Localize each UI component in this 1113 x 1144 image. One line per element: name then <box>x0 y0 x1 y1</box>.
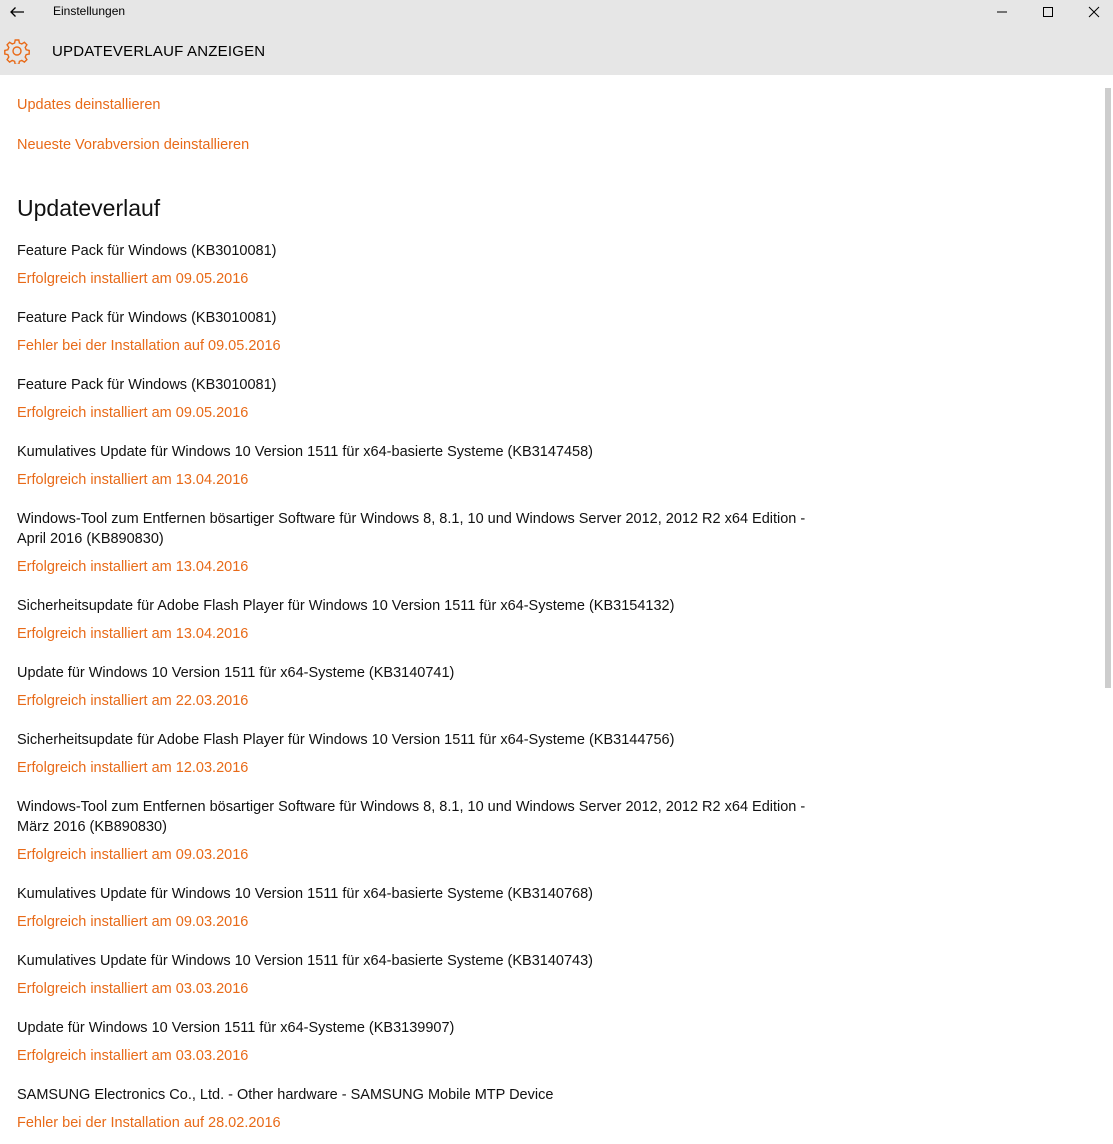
title-bar <box>0 0 1113 75</box>
update-status-link[interactable]: Erfolgreich installiert am 13.04.2016 <box>17 626 249 642</box>
list-item <box>17 951 837 999</box>
update-name: Feature Pack für Windows (KB3010081) <box>17 377 277 393</box>
update-status-link[interactable]: Erfolgreich installiert am 09.05.2016 <box>17 271 249 287</box>
update-name: Kumulatives Update für Windows 10 Version 1511 für x64-basierte Systeme (KB3140743) <box>17 953 594 969</box>
update-name: Update für Windows 10 Version 1511 für x64-Systeme (KB3139907) <box>17 1020 455 1036</box>
update-name: Update für Windows 10 Version 1511 für x64-Systeme (KB3140741) <box>17 665 455 681</box>
back-button[interactable] <box>0 0 34 24</box>
list-item <box>17 596 837 644</box>
list-item <box>17 730 837 778</box>
uninstall-updates-link[interactable]: Updates deinstallieren <box>17 97 161 113</box>
maximize-icon <box>1042 6 1054 18</box>
arrow-left-icon <box>9 6 25 18</box>
list-item <box>17 884 837 932</box>
list-item <box>17 375 837 423</box>
update-status-link[interactable]: Erfolgreich installiert am 13.04.2016 <box>17 472 249 488</box>
close-icon <box>1088 6 1100 18</box>
list-item <box>17 308 837 356</box>
update-name: Kumulatives Update für Windows 10 Version 1511 für x64-basierte Systeme (KB3140768) <box>17 886 594 902</box>
update-status-link[interactable]: Erfolgreich installiert am 03.03.2016 <box>17 1048 249 1064</box>
uninstall-preview-link[interactable]: Neueste Vorabversion deinstallieren <box>17 137 250 153</box>
window-title: Einstellungen <box>53 4 126 18</box>
update-name: SAMSUNG Electronics Co., Ltd. - Other hardware - SAMSUNG Mobile MTP Device <box>17 1087 554 1103</box>
vertical-scrollbar[interactable] <box>1105 88 1111 688</box>
maximize-button[interactable] <box>1025 0 1071 24</box>
list-item <box>17 1085 837 1133</box>
list-item <box>17 1018 837 1066</box>
list-item <box>17 797 837 865</box>
update-name: Feature Pack für Windows (KB3010081) <box>17 243 277 259</box>
list-item <box>17 442 837 490</box>
update-status-link[interactable]: Fehler bei der Installation auf 28.02.2016 <box>17 1115 281 1131</box>
update-status-link[interactable]: Erfolgreich installiert am 03.03.2016 <box>17 981 249 997</box>
update-name: Windows-Tool zum Entfernen bösartiger Software für Windows 8, 8.1, 10 und Windows Server 2012, 2012 R2 x64 Edition - März 2016 (KB890830) <box>17 799 806 835</box>
update-name: Kumulatives Update für Windows 10 Version 1511 für x64-basierte Systeme (KB3147458) <box>17 444 594 460</box>
update-name: Feature Pack für Windows (KB3010081) <box>17 310 277 326</box>
gear-icon <box>4 38 30 64</box>
close-button[interactable] <box>1071 0 1113 24</box>
content-area <box>17 75 1077 1144</box>
update-status-link[interactable]: Erfolgreich installiert am 09.03.2016 <box>17 847 249 863</box>
update-name: Sicherheitsupdate für Adobe Flash Player für Windows 10 Version 1511 für x64-Systeme (KB3144756) <box>17 732 675 748</box>
update-status-link[interactable]: Erfolgreich installiert am 13.04.2016 <box>17 559 249 575</box>
minimize-icon <box>996 6 1008 18</box>
list-item <box>17 509 837 577</box>
update-status-link[interactable]: Erfolgreich installiert am 09.03.2016 <box>17 914 249 930</box>
update-status-link[interactable]: Erfolgreich installiert am 22.03.2016 <box>17 693 249 709</box>
page-title: UPDATEVERLAUF ANZEIGEN <box>52 43 266 60</box>
update-status-link[interactable]: Fehler bei der Installation auf 09.05.2016 <box>17 338 281 354</box>
update-name: Windows-Tool zum Entfernen bösartiger Software für Windows 8, 8.1, 10 und Windows Server 2012, 2012 R2 x64 Edition - April 2016 (KB890830) <box>17 511 806 547</box>
update-history-list <box>17 241 837 1144</box>
update-status-link[interactable]: Erfolgreich installiert am 12.03.2016 <box>17 760 249 776</box>
update-status-link[interactable]: Erfolgreich installiert am 09.05.2016 <box>17 405 249 421</box>
section-heading: Updateverlauf <box>17 195 161 221</box>
list-item <box>17 241 837 289</box>
update-name: Sicherheitsupdate für Adobe Flash Player für Windows 10 Version 1511 für x64-Systeme (KB3154132) <box>17 598 675 614</box>
list-item <box>17 663 837 711</box>
minimize-button[interactable] <box>979 0 1025 24</box>
